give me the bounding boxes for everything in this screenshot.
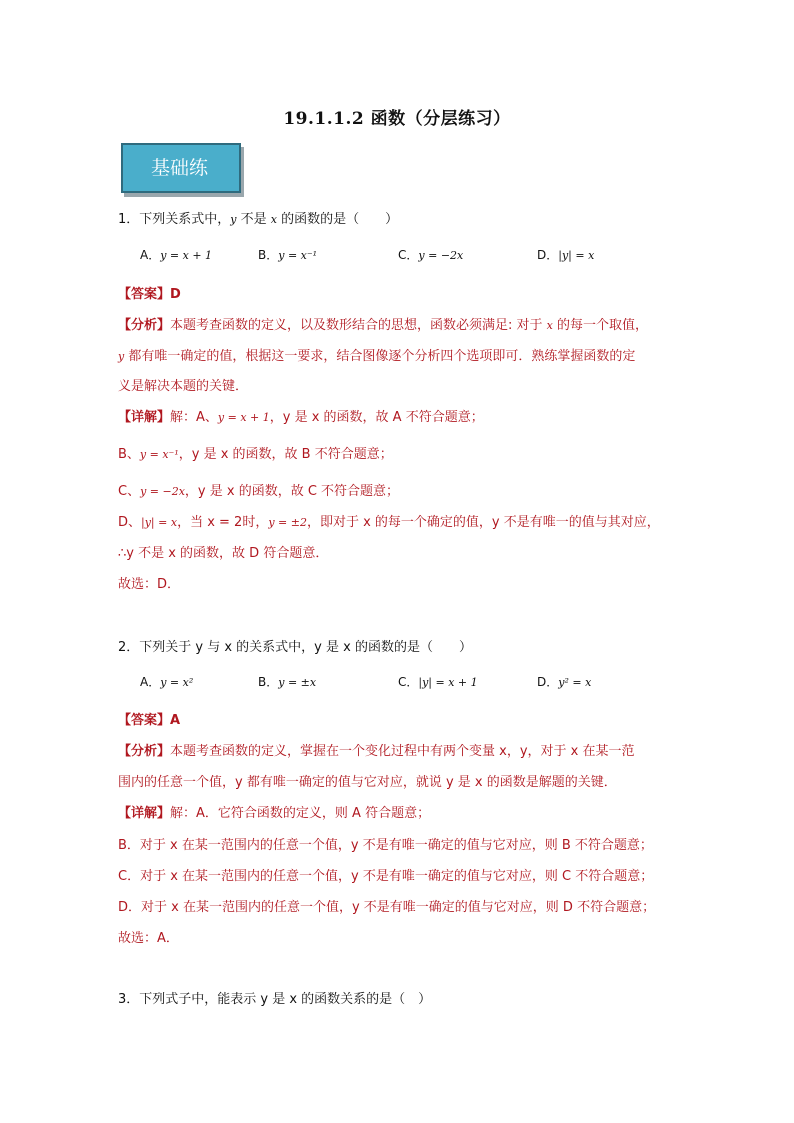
- q2-option-a[interactable]: A．y = x²: [140, 675, 194, 689]
- q2-option-c[interactable]: C．|y| = x + 1: [398, 675, 478, 689]
- q2-detail-a: 【详解】解：A．它符合函数的定义，则 A 符合题意；: [118, 806, 431, 821]
- q1-detail-d: D、|y| = x，当 x = 2时，y = ±2，即对于 x 的每一个确定的值，y 不是有唯一的值与其对应，: [118, 515, 660, 530]
- q1-conclusion: 故选：D．: [118, 577, 181, 592]
- q2-detail-d: D．对于 x 在某一范围内的任意一个值，y 不是有唯一确定的值与它对应，则 D 不符合题意；: [118, 900, 656, 915]
- page-title: 19.1.1.2 函数（分层练习）: [283, 109, 511, 129]
- q1-option-b[interactable]: B．y = x⁻¹: [258, 248, 318, 262]
- q2-option-d[interactable]: D．y² = x: [537, 675, 592, 689]
- q1-analysis-line3: 义是解决本题的关键．: [118, 379, 249, 394]
- q2-analysis-line2: 围内的任意一个值，y 都有唯一确定的值与它对应，就说 y 是 x 的函数是解题的关键．: [118, 775, 617, 790]
- q1-stem: 1．下列关系式中，y 不是 x 的函数的是（ ）: [118, 212, 399, 227]
- q1-detail-b: B、y = x⁻¹，y 是 x 的函数，故 B 不符合题意；: [118, 447, 393, 462]
- q1-option-d[interactable]: D．|y| = x: [537, 248, 595, 262]
- q2-conclusion: 故选：A．: [118, 931, 179, 946]
- q1-detail-a: 【详解】解：A、y = x + 1，y 是 x 的函数，故 A 不符合题意；: [118, 410, 484, 425]
- q1-analysis-line1: 【分析】本题考查函数的定义，以及数形结合的思想，函数必须满足: 对于 x 的每一个取值，: [118, 318, 649, 333]
- q1-detail-c: C、y = −2x，y 是 x 的函数，故 C 不符合题意；: [118, 484, 400, 499]
- q1-analysis-line2: y 都有唯一确定的值，根据这一要求，结合图像逐个分析四个选项即可．熟练掌握函数的定: [118, 349, 636, 364]
- q2-option-b[interactable]: B．y = ±x: [258, 675, 317, 689]
- q2-answer: 【答案】A: [118, 713, 181, 728]
- q2-detail-c: C．对于 x 在某一范围内的任意一个值，y 不是有唯一确定的值与它对应，则 C 不符合题意；: [118, 869, 654, 884]
- q1-option-c[interactable]: C．y = −2x: [398, 248, 464, 262]
- section-badge: 基础练: [121, 143, 241, 193]
- q3-stem: 3．下列式子中，能表示 y 是 x 的函数关系的是（ ）: [118, 992, 432, 1007]
- q1-option-a[interactable]: A．y = x + 1: [140, 248, 213, 262]
- q2-analysis-line1: 【分析】本题考查函数的定义，掌握在一个变化过程中有两个变量 x，y，对于 x 在某一范: [118, 744, 635, 759]
- q1-detail-d-line2: ∴y 不是 x 的函数，故 D 符合题意．: [118, 546, 329, 561]
- q1-answer: 【答案】D: [118, 287, 181, 302]
- q2-detail-b: B．对于 x 在某一范围内的任意一个值，y 不是有唯一确定的值与它对应，则 B 不符合题意；: [118, 838, 653, 853]
- q2-stem: 2．下列关于 y 与 x 的关系式中，y 是 x 的函数的是（ ）: [118, 640, 472, 655]
